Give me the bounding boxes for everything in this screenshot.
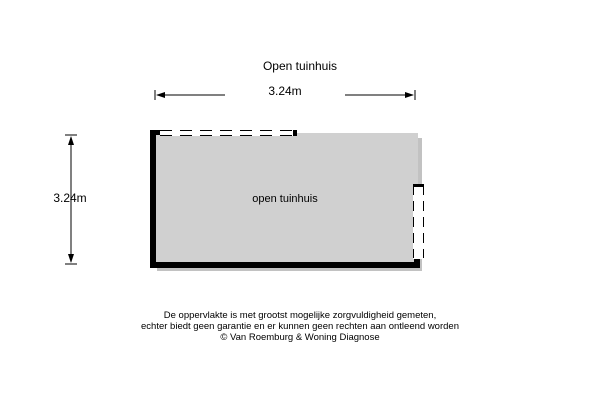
width-dimension-label: 3.24m [225,84,345,98]
disclaimer [0,310,600,343]
wall-top-stub [150,130,160,135]
arrow-right-icon [405,92,414,98]
room-label: open tuinhuis [252,193,318,205]
wall-bottom [150,262,420,268]
disclaimer-line-1: De oppervlakte is met grootst mogelijke zorgvuldigheid gemeten, [163,310,437,321]
open-edge-top [160,130,297,136]
copyright-notice: © Van Roemburg & Woning Diagnose [220,332,380,343]
arrow-left-icon [156,92,165,98]
floor-title: Open tuinhuis [262,59,338,73]
disclaimer-line-2: echter biedt geen garantie en er kunnen geen rechten aan ontleend worden [141,321,459,332]
arrow-down-icon [68,254,74,263]
arrow-up-icon [68,136,74,145]
depth-dimension-label: 3.24m [53,191,87,205]
